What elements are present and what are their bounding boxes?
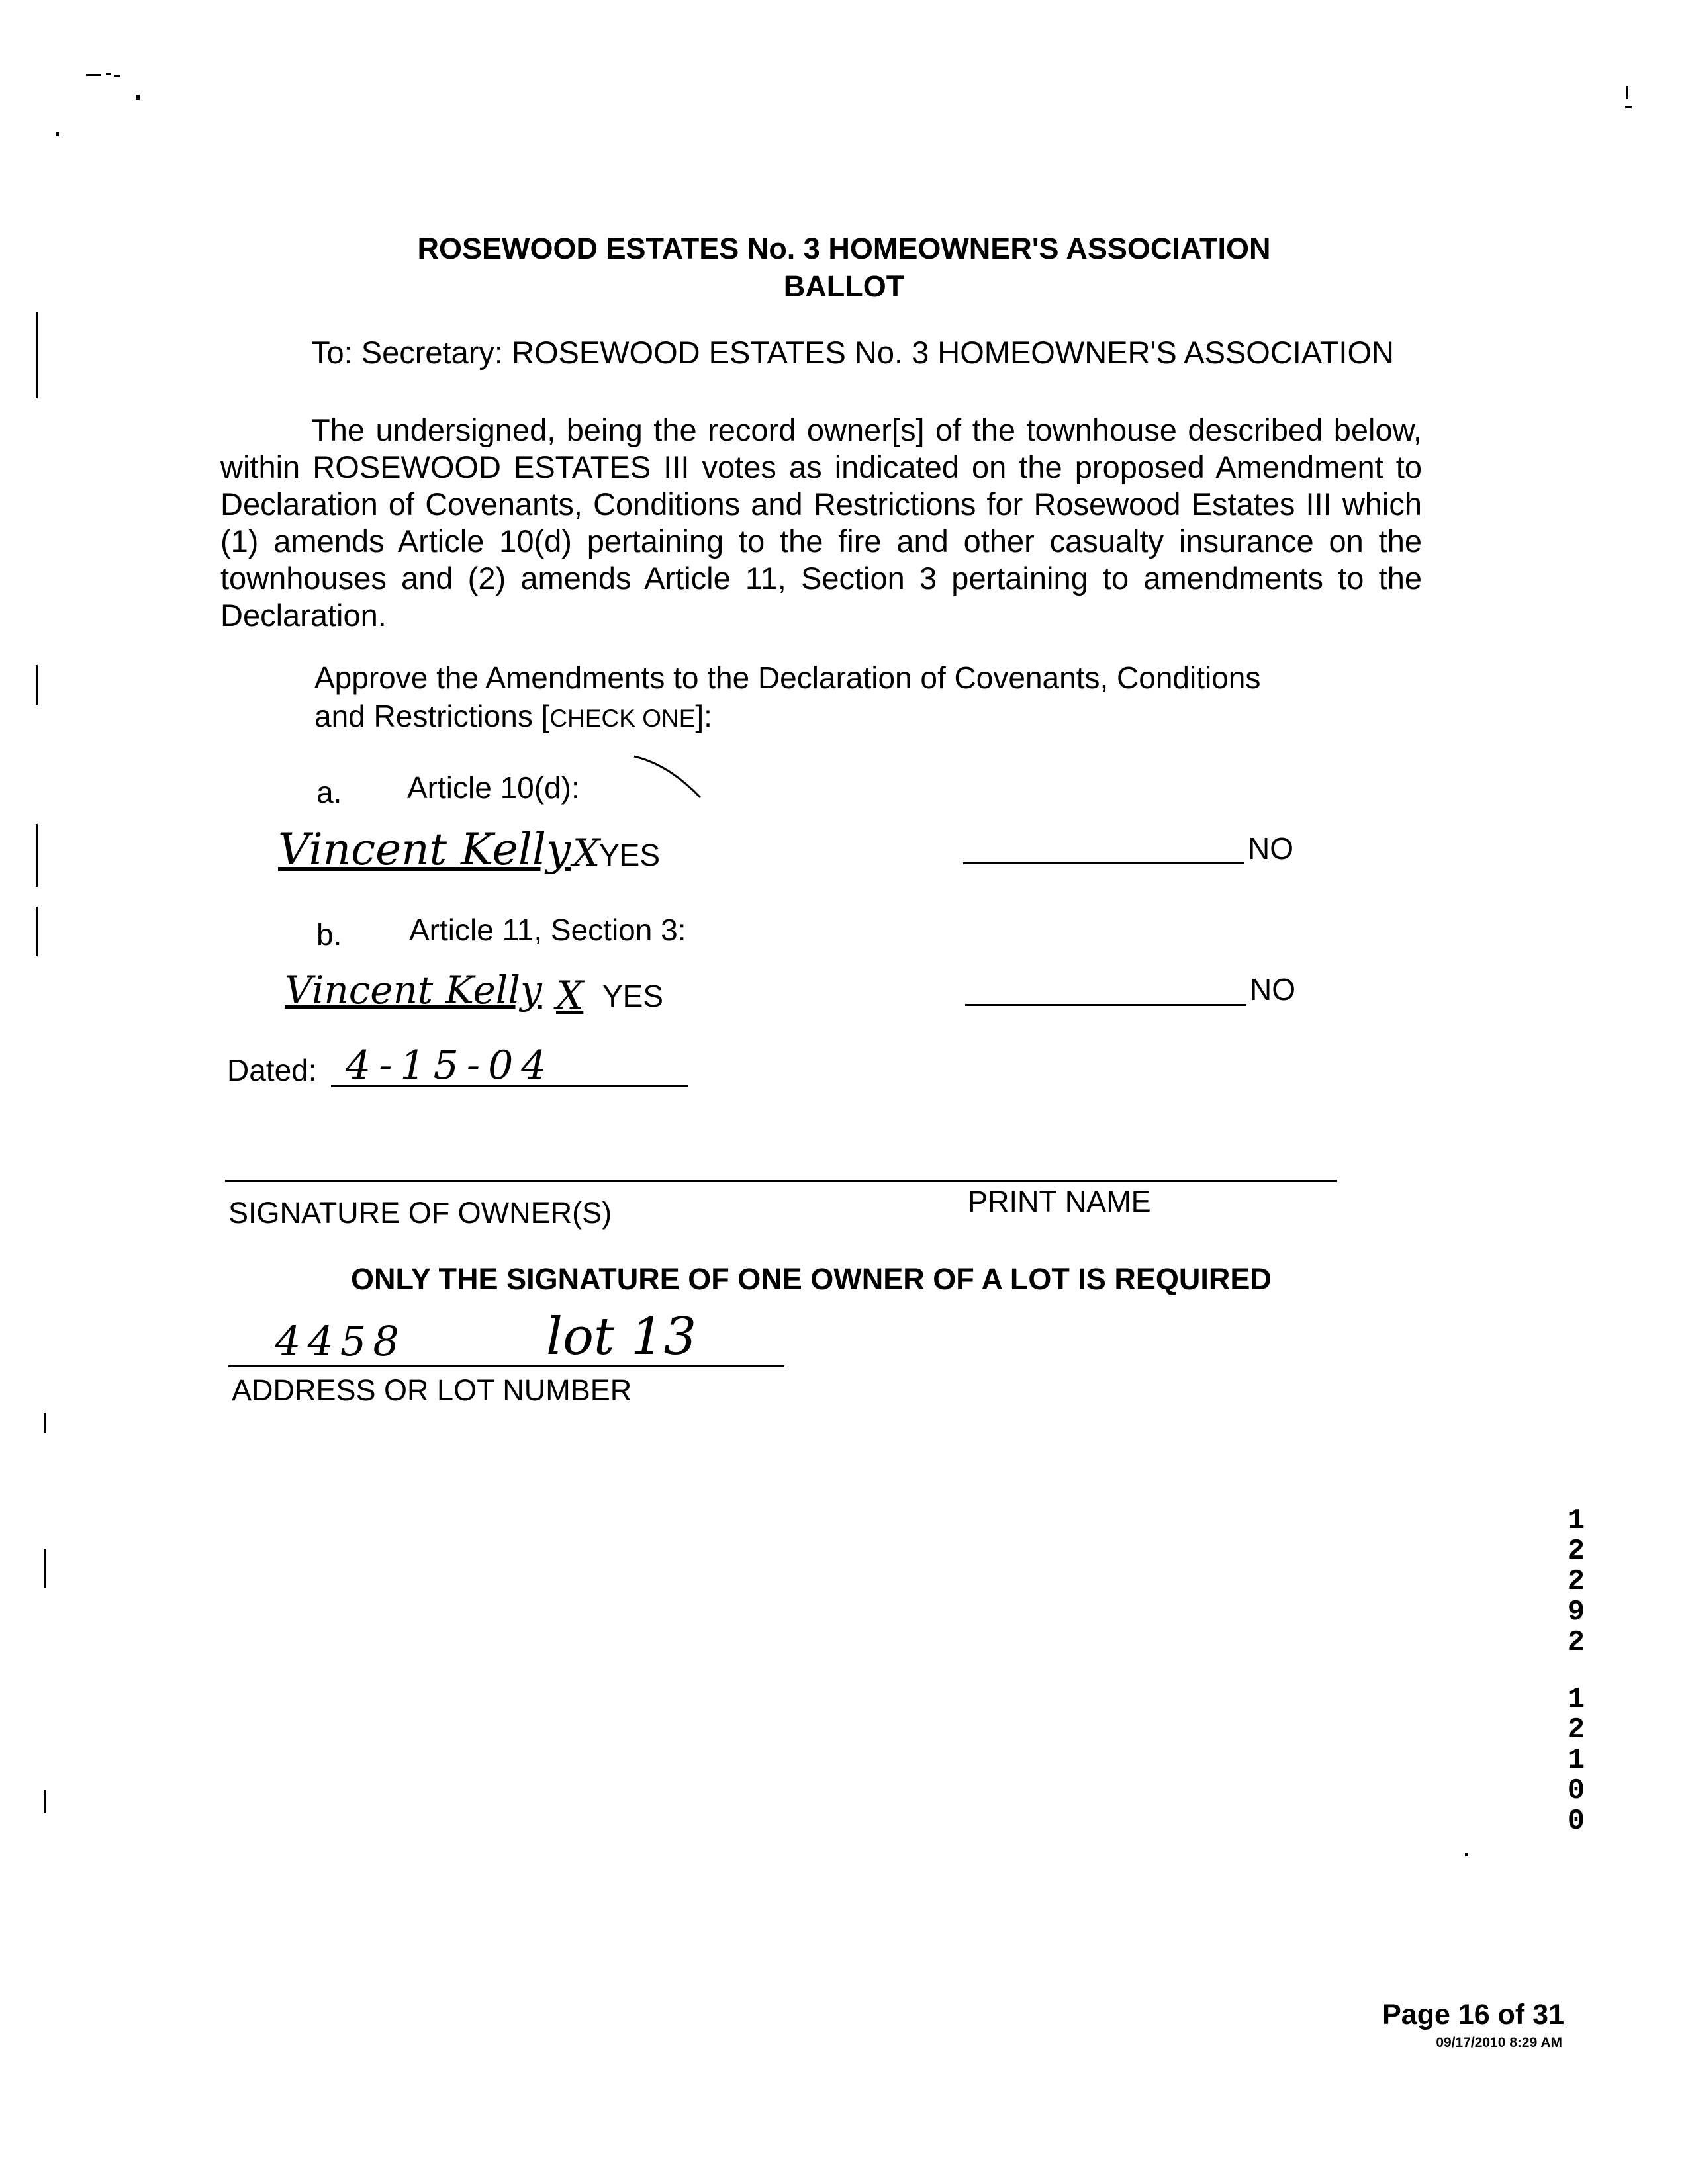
document-subtitle: BALLOT bbox=[783, 269, 905, 303]
scan-speck bbox=[1625, 106, 1632, 108]
margin-line bbox=[36, 312, 38, 398]
margin-line bbox=[36, 907, 38, 956]
margin-line bbox=[44, 1549, 46, 1588]
stamp-digit: 2 bbox=[1567, 1626, 1585, 1659]
body-line: Declaration. bbox=[220, 598, 387, 633]
stamp-digit: 2 bbox=[1567, 1535, 1585, 1568]
body-line: Declaration of Covenants, Conditions and Restrictions for Rosewood Estates III which bbox=[220, 486, 1422, 522]
print-name-caption: PRINT NAME bbox=[968, 1185, 1151, 1218]
scan-speck bbox=[86, 74, 101, 76]
body-paragraph bbox=[220, 412, 1422, 634]
owner-signature: Vincent Kelly bbox=[285, 968, 542, 1013]
stamp-digit: 1 bbox=[1567, 1683, 1585, 1716]
stamp-digit: 0 bbox=[1567, 1805, 1585, 1838]
item-letter: a. bbox=[316, 775, 342, 809]
body-line: townhouses and (2) amends Article 11, Section 3 pertaining to amendments to the bbox=[220, 561, 1422, 596]
stamp-gap bbox=[1560, 1658, 1593, 1684]
pen-stroke bbox=[629, 751, 708, 804]
yes-check-mark: X bbox=[573, 831, 600, 876]
signature-caption: SIGNATURE OF OWNER(S) bbox=[228, 1196, 612, 1230]
no-option-label: NO bbox=[1248, 831, 1293, 866]
stamp-digit: 2 bbox=[1567, 1565, 1585, 1598]
stamp-digit: 9 bbox=[1567, 1596, 1585, 1629]
scan-speck bbox=[114, 75, 120, 77]
scan-speck bbox=[1626, 86, 1628, 99]
document-stamp-number bbox=[1560, 1506, 1593, 1837]
scan-speck bbox=[106, 73, 111, 75]
margin-line bbox=[44, 1413, 46, 1433]
item-label: Article 10(d): bbox=[407, 770, 580, 805]
dated-line[interactable] bbox=[331, 1085, 688, 1087]
stamp-digit: 0 bbox=[1567, 1774, 1585, 1807]
yes-option-label: YES bbox=[602, 979, 664, 1013]
required-note: ONLY THE SIGNATURE OF ONE OWNER OF A LOT IS REQUIRED bbox=[351, 1262, 1272, 1296]
dated-value: 4-15-04 bbox=[346, 1042, 555, 1089]
dated-label: Dated: bbox=[227, 1053, 317, 1087]
stamp-digit: 1 bbox=[1567, 1744, 1585, 1777]
margin-line bbox=[36, 824, 38, 887]
scan-speck bbox=[136, 95, 140, 100]
signature-line[interactable] bbox=[225, 1180, 1337, 1182]
margin-line bbox=[44, 1790, 46, 1813]
no-option-line[interactable] bbox=[965, 1004, 1246, 1006]
address-caption: ADDRESS OR LOT NUMBER bbox=[232, 1373, 632, 1407]
owner-signature: Vincent Kelly bbox=[278, 824, 571, 875]
body-line: within ROSEWOOD ESTATES III votes as indicated on the proposed Amendment to bbox=[220, 449, 1422, 484]
approve-instruction bbox=[314, 659, 1260, 738]
address-number: 4458 bbox=[275, 1317, 406, 1365]
timestamp: 09/17/2010 8:29 AM bbox=[1436, 2035, 1562, 2050]
margin-line bbox=[36, 665, 38, 705]
body-line: (1) amends Article 10(d) pertaining to the fire and other casualty insurance on the bbox=[220, 523, 1422, 559]
addressee-line: To: Secretary: ROSEWOOD ESTATES No. 3 HOMEOWNER'S ASSOCIATION bbox=[311, 335, 1394, 370]
address-lot: lot 13 bbox=[546, 1307, 697, 1367]
document-title: ROSEWOOD ESTATES No. 3 HOMEOWNER'S ASSOCIATION bbox=[417, 232, 1271, 265]
yes-check-mark: X bbox=[556, 973, 584, 1018]
page-number: Page 16 of 31 bbox=[1382, 1999, 1564, 2030]
no-option-line[interactable] bbox=[963, 862, 1244, 864]
item-letter: b. bbox=[316, 917, 342, 952]
approve-line: and Restrictions [CHECK ONE]: bbox=[314, 699, 712, 733]
item-label: Article 11, Section 3: bbox=[409, 913, 686, 947]
scan-speck bbox=[1465, 1853, 1468, 1856]
stamp-digit: 2 bbox=[1567, 1713, 1585, 1747]
scan-speck bbox=[56, 132, 59, 136]
approve-line: Approve the Amendments to the Declaration of Covenants, Conditions bbox=[314, 660, 1261, 695]
yes-option-label: YES bbox=[599, 838, 661, 872]
stamp-digit: 1 bbox=[1567, 1504, 1585, 1537]
body-line: The undersigned, being the record owner[s] of the townhouse described below, bbox=[311, 412, 1422, 447]
address-line[interactable] bbox=[228, 1365, 784, 1367]
no-option-label: NO bbox=[1250, 972, 1295, 1007]
